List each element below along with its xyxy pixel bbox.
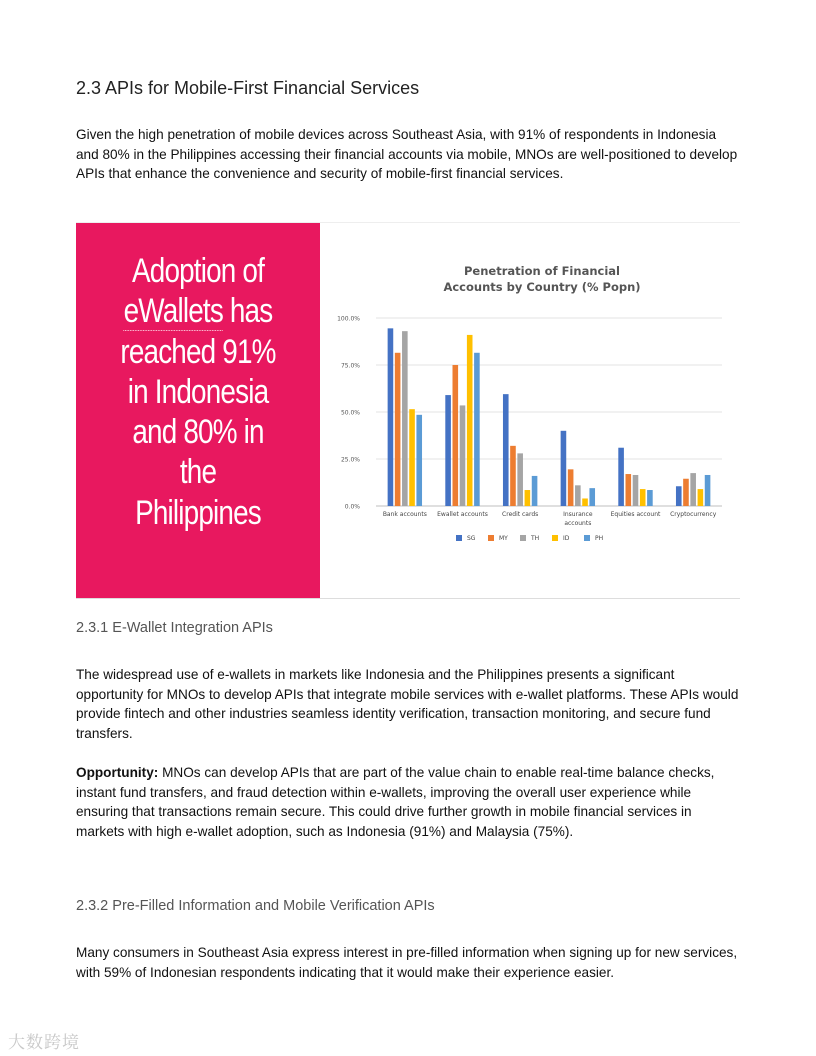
- bar-th: [402, 331, 408, 506]
- x-tick-label: Bank accounts: [382, 511, 427, 518]
- promo-line: in Indonesia: [127, 372, 269, 411]
- y-tick-label: 0.0%: [344, 503, 360, 511]
- bar-my: [683, 479, 689, 506]
- y-tick-label: 25.0%: [340, 456, 360, 464]
- promo-text: [98, 251, 298, 533]
- bar-sg: [503, 394, 509, 506]
- chart-title-line: Penetration of Financial: [464, 264, 620, 278]
- promo-underlined-word: eWallets: [123, 292, 223, 331]
- bar-my: [626, 474, 632, 506]
- ewallet-paragraph: The widespread use of e-wallets in markets like Indonesia and the Philippines presents a significant opportunity for MNOs to develop APIs that integrate mobile services with e-wallet platforms. These APIs would provide fintech and other industries seamless identity verification, transaction monitoring, and secure fund transfers.: [76, 667, 739, 741]
- x-tick-label: accounts: [564, 520, 592, 527]
- legend-label: SG: [467, 535, 476, 542]
- watermark-logo: 大数跨境: [8, 1033, 80, 1053]
- bar-id: [640, 489, 646, 506]
- y-tick-label: 100.0%: [337, 315, 360, 323]
- intro-paragraph: Given the high penetration of mobile devices across Southeast Asia, with 91% of respondents in Indonesia and 80% in the Philippines accessing their financial accounts via mobile, MNOs are well-positioned to develop APIs that enhance the convenience and security of mobile-first financial services.: [76, 127, 738, 182]
- opportunity-label: Opportunity:: [76, 765, 159, 780]
- prefilled-paragraph: Many consumers in Southeast Asia express interest in pre-filled information when signing up for new services, with 59% of Indonesian respondents indicating that it would make their experience easier.: [76, 945, 738, 980]
- legend-swatch-th: [520, 535, 526, 541]
- bar-ph: [589, 488, 595, 506]
- bar-sg: [618, 448, 624, 506]
- bar-ph: [474, 353, 480, 506]
- bar-my: [568, 469, 574, 506]
- bar-ph: [416, 415, 422, 506]
- x-tick-label: Equities account: [610, 511, 661, 518]
- figure-panel: [76, 222, 740, 599]
- y-tick-label: 50.0%: [340, 409, 360, 417]
- section-title: 2.3 APIs for Mobile-First Financial Services: [76, 78, 420, 98]
- legend-swatch-sg: [456, 535, 462, 541]
- bar-sg: [445, 395, 451, 506]
- legend-label: ID: [563, 535, 570, 542]
- promo-banner: [76, 223, 320, 598]
- legend-swatch-my: [488, 535, 494, 541]
- chart-container: [320, 223, 740, 598]
- bar-sg: [676, 486, 682, 506]
- promo-line-rest: has: [222, 292, 273, 331]
- bar-ph: [705, 475, 711, 506]
- bar-id: [409, 409, 415, 506]
- bar-th: [690, 473, 696, 506]
- bar-my: [395, 353, 401, 506]
- x-tick-label: Cryptocurrency: [670, 511, 717, 518]
- bar-th: [575, 485, 581, 506]
- bar-ph: [532, 476, 538, 506]
- legend-swatch-id: [552, 535, 558, 541]
- promo-line: the: [179, 453, 217, 492]
- x-tick-label: Ewallet accounts: [437, 511, 488, 518]
- promo-line: and 80% in: [132, 413, 264, 452]
- bar-th: [633, 475, 639, 506]
- chart-title-line: Accounts by Country (% Popn): [443, 280, 641, 294]
- bar-my: [453, 365, 459, 506]
- x-tick-label: Credit cards: [502, 511, 539, 518]
- promo-line: Adoption of: [131, 252, 265, 290]
- subsection-title-prefilled: 2.3.2 Pre-Filled Information and Mobile Verification APIs: [76, 898, 435, 914]
- bar-th: [460, 405, 466, 506]
- financial-penetration-chart: [320, 223, 740, 598]
- bar-th: [517, 453, 523, 506]
- bar-id: [525, 490, 531, 506]
- bar-id: [698, 489, 704, 506]
- promo-line: Philippines: [135, 493, 261, 532]
- bar-id: [582, 498, 588, 506]
- promo-line: reached 91%: [120, 332, 276, 371]
- promo-line: [98, 291, 298, 331]
- opportunity-text: MNOs can develop APIs that are part of the value chain to enable real-time balance checks, instant fund transfers, and fraud detection within e-wallets, improving the overall user experience while ensuring that transactions remain secure. This could drive further growth in mobile financial services in markets with high e-wallet adoption, such as Indonesia (91%) and Malaysia (75%).: [76, 765, 715, 839]
- legend-swatch-ph: [584, 535, 590, 541]
- bar-ph: [647, 490, 653, 506]
- legend-label: MY: [499, 535, 508, 542]
- bar-sg: [388, 328, 394, 506]
- opportunity-paragraph: [76, 763, 740, 841]
- x-tick-label: Insurance: [563, 511, 593, 518]
- bar-my: [510, 446, 516, 506]
- bar-id: [467, 335, 473, 506]
- legend-label: PH: [595, 535, 604, 542]
- bar-sg: [561, 431, 567, 506]
- y-tick-label: 75.0%: [340, 362, 360, 370]
- subsection-title-ewallet: 2.3.1 E-Wallet Integration APIs: [76, 620, 273, 636]
- legend-label: TH: [531, 535, 540, 542]
